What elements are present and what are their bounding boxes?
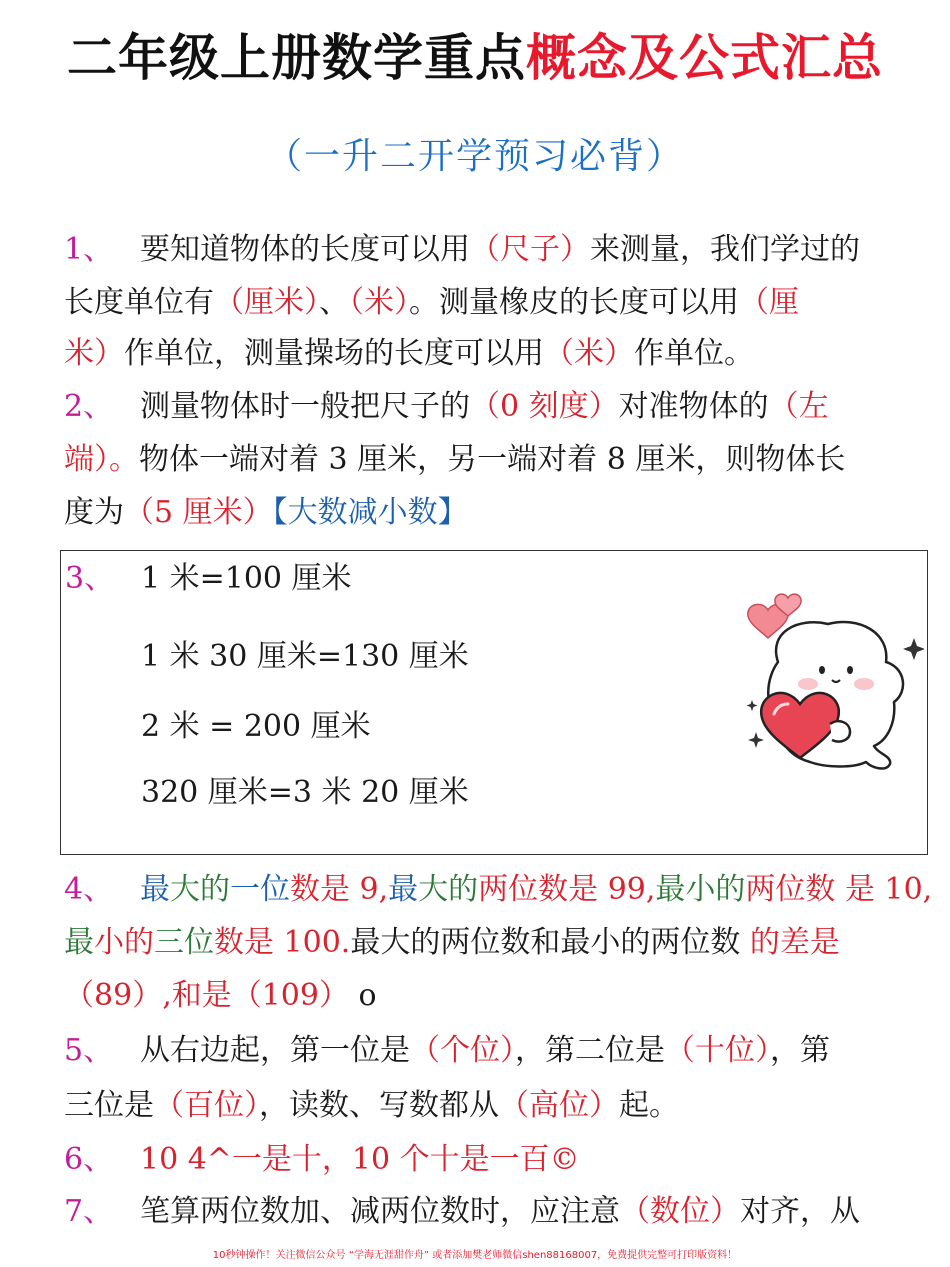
sparkle-icon bbox=[748, 732, 764, 748]
item-2-line-1 bbox=[64, 387, 829, 427]
text: 10 4^一是十，10 个十是一百© bbox=[140, 1142, 580, 1177]
item-6-line-1 bbox=[64, 1140, 580, 1180]
text: 最大的两位数和最小的两位数 bbox=[350, 925, 741, 960]
item-1-line-3 bbox=[64, 334, 754, 374]
item-3-line-4: 320 厘米=3 米 20 厘米 bbox=[141, 775, 469, 810]
item-4-line-2 bbox=[64, 923, 840, 963]
text: 测量物体时一般把尺子的 bbox=[140, 389, 470, 424]
text: 要知道物体的长度可以用 bbox=[140, 232, 470, 267]
item-3-line-2: 1 米 30 厘米=130 厘米 bbox=[141, 639, 469, 674]
text: 一位 bbox=[230, 872, 290, 907]
highlight: （89） bbox=[64, 978, 163, 1013]
text: 数是 9, bbox=[290, 872, 389, 907]
text: 。测量橡皮的长度可以用 bbox=[409, 285, 739, 320]
highlight: （个位） bbox=[410, 1033, 515, 1068]
item-4-line-1 bbox=[64, 870, 932, 910]
text: ，第 bbox=[770, 1033, 830, 1068]
text: 两位数 是 10, bbox=[745, 872, 933, 907]
text: 最 bbox=[64, 925, 94, 960]
highlight: （米） bbox=[349, 285, 409, 320]
highlight: （高位） bbox=[499, 1088, 619, 1123]
text: 三位 bbox=[154, 925, 214, 960]
item-3-line-3: 2 米 = 200 厘米 bbox=[141, 709, 371, 744]
text: 两位数是 99, bbox=[478, 872, 656, 907]
text: 的差是 bbox=[740, 925, 840, 960]
item-1-line-2 bbox=[64, 283, 799, 323]
item-number: 1、 bbox=[64, 232, 114, 267]
text: 度为 bbox=[64, 495, 124, 530]
text: 对准物体的 bbox=[618, 389, 769, 424]
highlight: 端）。 bbox=[64, 442, 139, 477]
title-part-black: 二年级上册数学重点 bbox=[67, 29, 526, 87]
text: 最 bbox=[388, 872, 419, 907]
highlight: （厘 bbox=[739, 285, 799, 320]
highlight: 米） bbox=[64, 336, 124, 371]
text: 、 bbox=[319, 285, 349, 320]
text: 起。 bbox=[619, 1088, 679, 1123]
text: 笔算两位数加、减两位数时，应注意 bbox=[140, 1194, 620, 1229]
item-7-line-1 bbox=[64, 1192, 860, 1232]
text: 从右边起，第一位是 bbox=[140, 1033, 410, 1068]
text: o bbox=[348, 978, 377, 1013]
item-2-line-3 bbox=[64, 493, 468, 533]
item-number: 2、 bbox=[64, 389, 114, 424]
text: 小的 bbox=[94, 925, 154, 960]
text: 对齐，从 bbox=[740, 1194, 860, 1229]
item-3-line-1 bbox=[65, 559, 352, 599]
item-number: 4、 bbox=[64, 872, 114, 907]
text: ，第二位是 bbox=[515, 1033, 665, 1068]
item-number: 6、 bbox=[64, 1142, 114, 1177]
item-number: 3、 bbox=[65, 561, 115, 596]
title-part-red: 概念及公式汇总 bbox=[526, 29, 883, 87]
sparkle-icon bbox=[747, 700, 758, 711]
text: 最小的 bbox=[655, 872, 746, 907]
text: 作单位。 bbox=[634, 336, 754, 371]
text: ，读数、写数都从 bbox=[259, 1088, 499, 1123]
item-number: 7、 bbox=[64, 1194, 114, 1229]
item-5-line-2 bbox=[64, 1086, 679, 1126]
sparkle-icon bbox=[903, 638, 924, 660]
highlight: （米） bbox=[544, 336, 634, 371]
highlight: （百位） bbox=[154, 1088, 259, 1123]
text: 大的 bbox=[418, 872, 479, 907]
item-number: 5、 bbox=[64, 1033, 114, 1068]
text: 来测量，我们学过的 bbox=[590, 232, 860, 267]
text: 作单位，测量操场的长度可以用 bbox=[124, 336, 544, 371]
text: 三位是 bbox=[64, 1088, 154, 1123]
highlight: ,和是（109） bbox=[162, 978, 349, 1013]
highlight: （十位） bbox=[665, 1033, 770, 1068]
highlight: （尺子） bbox=[470, 232, 590, 267]
item-4-line-3 bbox=[64, 976, 377, 1016]
highlight: （数位） bbox=[620, 1194, 740, 1229]
highlight: （0 刻度） bbox=[470, 389, 619, 424]
footer-notice: 10秒钟操作！关注微信公众号 “学海无涯甜作舟” 或者添加樊老师微信shen88168007，免费提供完整可打印版资料！ bbox=[212, 1250, 738, 1261]
item-1-line-1 bbox=[64, 230, 860, 270]
highlight: （5 厘米） bbox=[124, 495, 273, 530]
text: 长度单位有 bbox=[64, 285, 214, 320]
item-5-line-1 bbox=[64, 1031, 830, 1071]
highlight: （左 bbox=[768, 389, 829, 424]
bracket-note: 【大数减小数】 bbox=[272, 495, 468, 530]
page-subtitle: （一升二开学预习必背） bbox=[265, 136, 684, 177]
text: 物体一端对着 3 厘米，另一端对着 8 厘米，则物体长 bbox=[139, 442, 846, 477]
page-title bbox=[0, 28, 950, 88]
text: 大的 bbox=[170, 872, 230, 907]
text: 数是 100. bbox=[214, 925, 351, 960]
formula: 1 米=100 厘米 bbox=[141, 561, 352, 596]
text: 最 bbox=[140, 872, 170, 907]
highlight: （厘米） bbox=[214, 285, 319, 320]
puppy-holding-heart-icon bbox=[738, 592, 924, 772]
item-2-line-2 bbox=[64, 440, 845, 480]
